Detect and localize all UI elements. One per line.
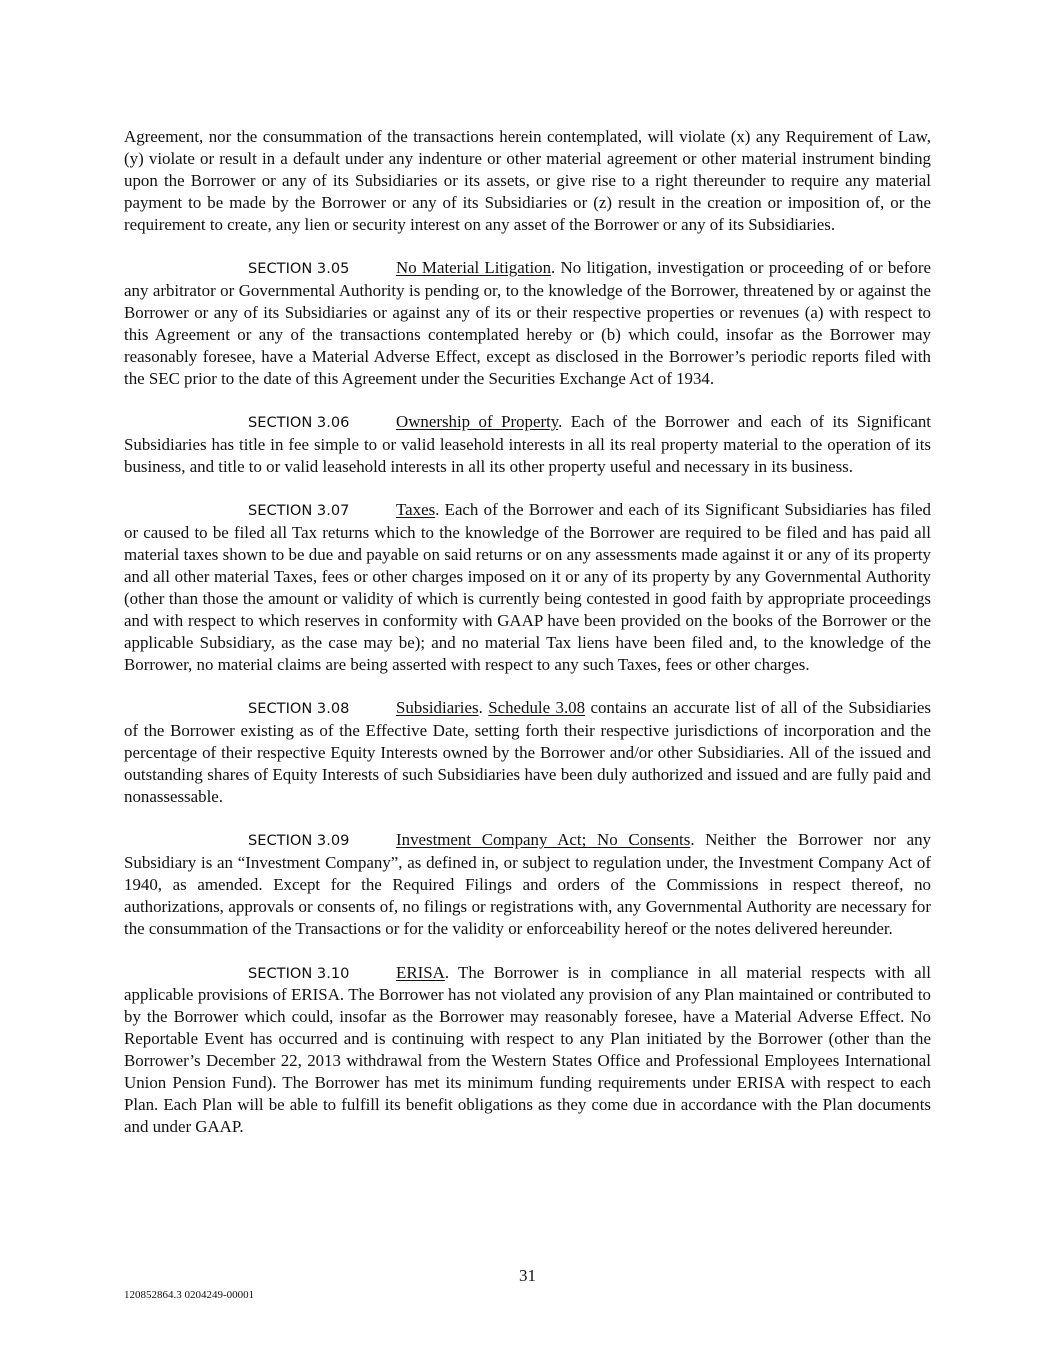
section-text: . Each of the Borrower and each of its Significant Subsidiaries has filed or caused to be filed all Tax returns which to the knowledge of the Borrower are required to be filed and has paid all material taxes shown to be due and payable on said returns or on any assessments made against it or any of its property and all other material Taxes, fees or other charges imposed on it or any of its property by any Governmental Authority (other than those the amount or validity of which is currently being contested in good faith by appropriate proceedings and with respect to which reserves in conformity with GAAP have been provided on the books of the Borrower or the applicable Subsidiary, as the case may be); and no material Tax liens have been filed and, to the knowledge of the Borrower, no material claims are being asserted with respect to any such Taxes, fees or other charges. [124,500,931,674]
section-number: SECTION 3.10 [248,964,350,982]
lead-paragraph: Agreement, nor the consummation of the transactions herein contemplated, will violate (x) any Requirement of Law, (y) violate or result in a default under any indenture or other material agreement or other material instrument binding upon the Borrower or any of its Subsidiaries or its assets, or give rise to a right thereunder to require any material payment to be made by the Borrower or any of its Subsidiaries or (z) result in the creation or imposition of, or the requirement to create, any lien or security interest on any asset of the Borrower or any of its Subsidiaries. [124,127,931,234]
schedule-reference: Schedule 3.08 [488,698,586,718]
section-3-09 [124,829,931,940]
document-body [124,126,931,1159]
section-3-05 [124,257,931,389]
section-number: SECTION 3.07 [248,502,350,520]
section-text: . No litigation, investigation or proceeding of or before any arbitrator or Governmental Authority is pending or, to the knowledge of the Borrower, threatened by or against the Borrower or any of its Subsidiaries or against any of its or their respective properties or revenues (a) with respect to this Agreement or any of the transactions contemplated hereby or (b) which could, insofar as the Borrower may reasonably foresee, have a Material Adverse Effect, except as disclosed in the Borrower’s periodic reports filed with the SEC prior to the date of this Agreement under the Securities Exchange Act of 1934. [124,258,931,388]
section-3-07 [124,499,931,675]
section-number: SECTION 3.06 [248,414,350,432]
section-title: Taxes [396,500,436,520]
page-number: 31 [519,1266,536,1285]
section-text-pre: . [478,698,489,718]
section-title: Investment Company Act; No Consents [396,830,691,850]
section-3-08 [124,697,931,808]
section-title: ERISA [396,962,445,982]
section-text: . The Borrower is in compliance in all material respects with all applicable provisions of ERISA. The Borrower has not violated any provision of any Plan maintained or contributed to by the Borrower which could, insofar as the Borrower may reasonably foresee, have a Material Adverse Effect. No Reportable Event has occurred and is continuing with respect to any Plan initiated by the Borrower (other than the Borrower’s December 22, 2013 withdrawal from the Western States Office and Professional Employees International Union Pension Fund). The Borrower has met its minimum funding requirements under ERISA with respect to each Plan. Each Plan will be able to fulfill its benefit obligations as they come due in accordance with the Plan documents and under GAAP. [124,962,931,1136]
document-id: 120852864.3 0204249-00001 [124,1289,255,1301]
section-number: SECTION 3.09 [248,832,350,850]
section-text: contains an accurate list of all of the Subsidiaries of the Borrower existing as of the Effective Date, setting forth their respective jurisdictions of incorporation and the percentage of their respective Equity Interests owned by the Borrower and/or other Subsidiaries. All of the issued and outstanding shares of Equity Interests of such Subsidiaries have been duly authorized and issued and are fully paid and nonassessable. [124,698,931,806]
section-number: SECTION 3.08 [248,700,350,718]
section-3-10 [124,962,931,1138]
section-text: . Each of the Borrower and each of its Significant Subsidiaries has title in fee simple to or valid leasehold interests in all its real property material to the operation of its business, and title to or valid leasehold interests in all its other property useful and necessary in its business. [124,412,931,476]
section-number: SECTION 3.05 [248,260,350,278]
section-title: Ownership of Property [396,412,559,432]
section-text: . Neither the Borrower nor any Subsidiary is an “Investment Company”, as defined in, or subject to regulation under, the Investment Company Act of 1940, as amended. Except for the Required Filings and orders of the Commissions in respect thereof, no authorizations, approvals or consents of, no filings or registrations with, any Governmental Authority are necessary for the consummation of the Transactions or for the validity or enforceability hereof or the notes delivered hereunder. [124,830,931,939]
section-title: Subsidiaries [396,698,479,718]
section-title: No Material Litigation [396,258,552,278]
section-3-06 [124,411,931,478]
